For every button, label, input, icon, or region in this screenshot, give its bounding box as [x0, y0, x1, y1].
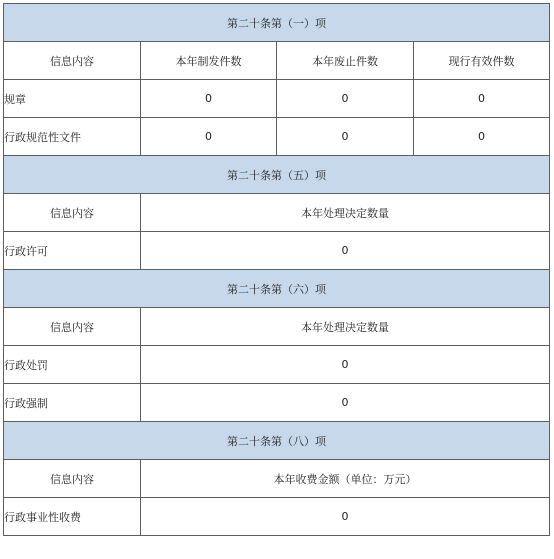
- column-header-row: [4, 194, 550, 232]
- table-row: [4, 118, 550, 156]
- header-cell: 本年处理决定数量: [141, 194, 550, 232]
- value-cell: 0: [414, 118, 550, 156]
- disclosure-table: [3, 3, 550, 536]
- header-cell: 信息内容: [4, 194, 141, 232]
- table-row: [4, 384, 550, 422]
- section-title: 第二十条第（五）项: [4, 156, 550, 194]
- section-header-1: [4, 4, 550, 42]
- value-cell: 0: [141, 346, 550, 384]
- column-header-row: [4, 460, 550, 498]
- header-cell: 本年收费金额（单位：万元）: [141, 460, 550, 498]
- header-cell: 本年制发件数: [141, 42, 277, 80]
- row-label: 行政规范性文件: [4, 118, 141, 156]
- section-header-6: [4, 270, 550, 308]
- header-cell: 本年废止件数: [277, 42, 414, 80]
- value-cell: 0: [277, 118, 414, 156]
- column-header-row: [4, 308, 550, 346]
- value-cell: 0: [414, 80, 550, 118]
- row-label: 行政强制: [4, 384, 141, 422]
- header-cell: 本年处理决定数量: [141, 308, 550, 346]
- value-cell: 0: [141, 80, 277, 118]
- row-label: 行政许可: [4, 232, 141, 270]
- header-cell: 信息内容: [4, 308, 141, 346]
- section-title: 第二十条第（八）项: [4, 422, 550, 460]
- header-cell: 信息内容: [4, 460, 141, 498]
- table-row: [4, 346, 550, 384]
- row-label: 行政处罚: [4, 346, 141, 384]
- value-cell: 0: [141, 498, 550, 536]
- table-row: [4, 498, 550, 536]
- value-cell: 0: [277, 80, 414, 118]
- section-header-5: [4, 156, 550, 194]
- table-row: [4, 80, 550, 118]
- value-cell: 0: [141, 384, 550, 422]
- section-title: 第二十条第（一）项: [4, 4, 550, 42]
- header-cell: 信息内容: [4, 42, 141, 80]
- section-header-8: [4, 422, 550, 460]
- column-header-row: [4, 42, 550, 80]
- row-label: 规章: [4, 80, 141, 118]
- value-cell: 0: [141, 118, 277, 156]
- table-row: [4, 232, 550, 270]
- row-label: 行政事业性收费: [4, 498, 141, 536]
- section-title: 第二十条第（六）项: [4, 270, 550, 308]
- header-cell: 现行有效件数: [414, 42, 550, 80]
- value-cell: 0: [141, 232, 550, 270]
